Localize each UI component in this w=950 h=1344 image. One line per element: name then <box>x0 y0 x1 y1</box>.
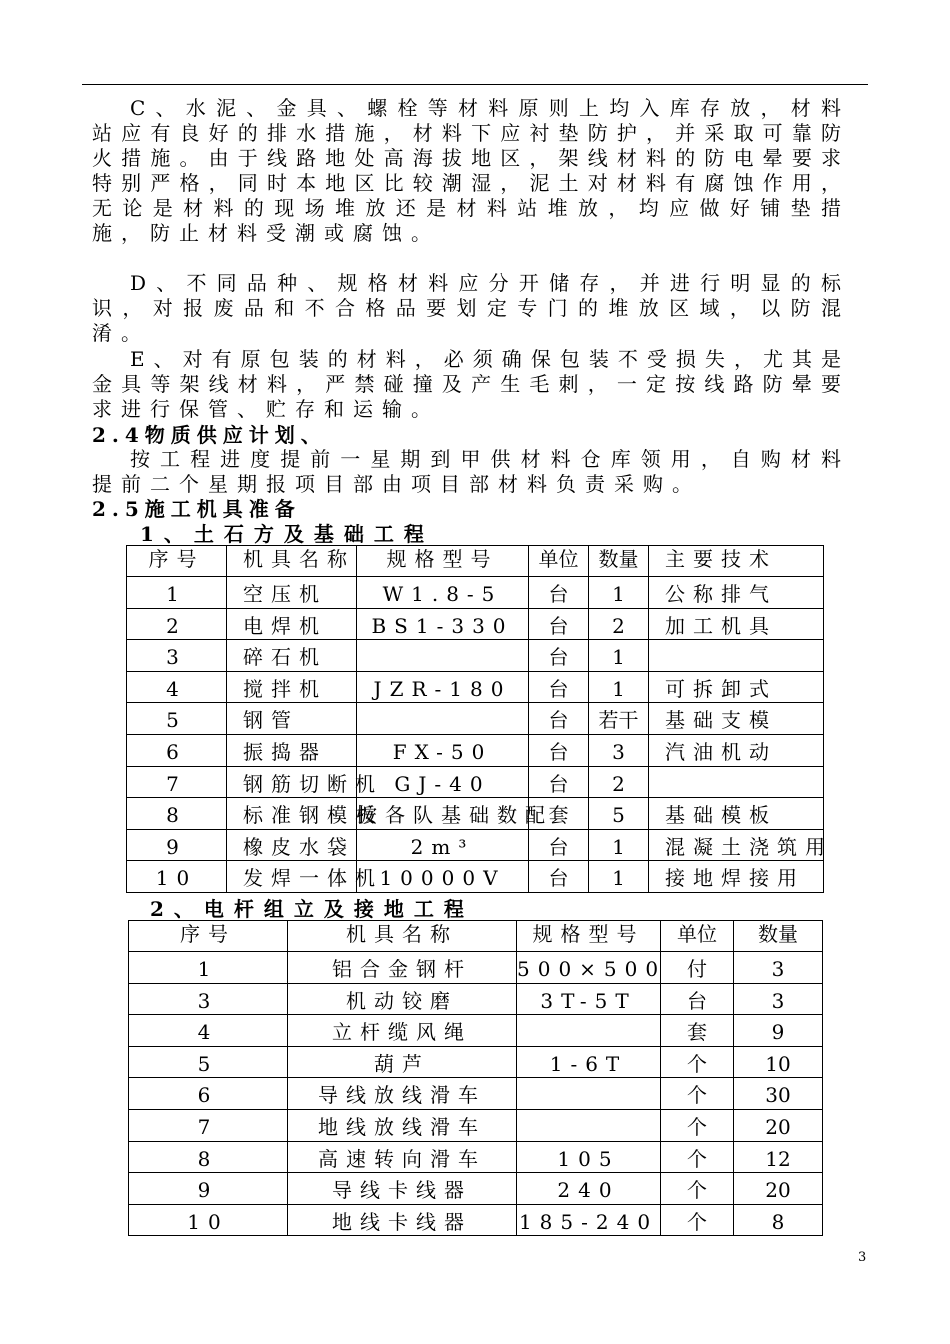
table-cell: 振捣器 <box>227 734 357 766</box>
table-cell: 9 <box>734 1015 823 1047</box>
table-cell: 2m³ <box>357 829 529 861</box>
table-cell: 立杆缆风绳 <box>288 1015 517 1047</box>
table-cell: 1 <box>589 861 649 893</box>
table-cell <box>649 640 824 672</box>
header-rule <box>82 84 868 85</box>
table-cell: 5 <box>589 798 649 830</box>
table-cell: 地线卡线器 <box>288 1204 517 1236</box>
table-cell: 1 <box>589 640 649 672</box>
table-header-row <box>129 921 823 952</box>
table-header-cell: 序号 <box>129 921 288 952</box>
table-cell: 电焊机 <box>227 608 357 640</box>
table-row <box>129 1078 823 1110</box>
table-cell: 8 <box>127 798 227 830</box>
table-cell: 1 <box>589 671 649 703</box>
table-cell: 台 <box>529 671 589 703</box>
table-cell: 台 <box>529 640 589 672</box>
table-row <box>127 671 824 703</box>
table-row <box>127 703 824 735</box>
table-cell: 9 <box>127 829 227 861</box>
table-cell: 10 <box>127 861 227 893</box>
table-cell: 基础支模 <box>649 703 824 735</box>
table-cell: 3T-5T <box>517 983 661 1015</box>
table-cell: FX-50 <box>357 734 529 766</box>
table-row <box>129 952 823 984</box>
table-cell: 5 <box>129 1046 288 1078</box>
table-header-cell: 数量 <box>589 546 649 577</box>
table-cell: 台 <box>529 734 589 766</box>
table-cell: 套 <box>529 798 589 830</box>
page-number: 3 <box>858 1250 867 1265</box>
table-cell: 台 <box>529 703 589 735</box>
table-cell: 1 <box>129 952 288 984</box>
table-cell: 105 <box>517 1141 661 1173</box>
table-cell: 12 <box>734 1141 823 1173</box>
table-cell: 7 <box>127 766 227 798</box>
table-cell: 台 <box>529 577 589 609</box>
table-cell: 5 <box>127 703 227 735</box>
table-cell: 铝合金钢杆 <box>288 952 517 984</box>
table-cell: 台 <box>529 608 589 640</box>
table-row <box>129 1173 823 1205</box>
table-cell <box>517 1015 661 1047</box>
table-header-cell: 主要技术 <box>649 546 824 577</box>
table-row <box>127 829 824 861</box>
table-cell: 6 <box>129 1078 288 1110</box>
table-header-cell: 序号 <box>127 546 227 577</box>
table-cell: 空压机 <box>227 577 357 609</box>
table-cell <box>357 640 529 672</box>
table-header-row <box>127 546 824 577</box>
table-row <box>127 766 824 798</box>
table-cell: 1 <box>127 577 227 609</box>
table-cell: 个 <box>661 1046 734 1078</box>
table-cell: 3 <box>734 952 823 984</box>
table-cell: 钢管 <box>227 703 357 735</box>
table-header-cell: 单位 <box>529 546 589 577</box>
table-cell: 台 <box>529 766 589 798</box>
table-header-cell: 数量 <box>734 921 823 952</box>
table-cell <box>357 703 529 735</box>
table-cell <box>517 1078 661 1110</box>
table-header-cell: 机具名称 <box>227 546 357 577</box>
table-cell: 混凝土浇筑用 <box>649 829 824 861</box>
table-row <box>127 608 824 640</box>
table-cell: 付 <box>661 952 734 984</box>
table-cell: 240 <box>517 1173 661 1205</box>
table-row <box>127 798 824 830</box>
table-cell: 1-6T <box>517 1046 661 1078</box>
heading-2-4: 2.4物质供应计划、 <box>92 423 327 447</box>
table-cell: 导线放线滑车 <box>288 1078 517 1110</box>
table-row <box>129 1015 823 1047</box>
table-cell: 接地焊接用 <box>649 861 824 893</box>
table-cell: 20 <box>734 1109 823 1141</box>
table-cell: 高速转向滑车 <box>288 1141 517 1173</box>
table-cell: 碎石机 <box>227 640 357 672</box>
table-cell <box>517 1109 661 1141</box>
table-cell: 个 <box>661 1173 734 1205</box>
paragraph-c: C、水泥、金具、螺栓等材料原则上均入库存放，材料站应有良好的排水措施，材料下应衬垫防护，并采取可靠防火措施。由于线路地处高海拔地区，架线材料的防电晕要求特别严格，同时本地区比较潮湿，泥土对材料有腐蚀作用，无论是材料的现场堆放还是材料站堆放，均应做好铺垫措施，防止材料受潮或腐蚀。 <box>92 96 850 245</box>
table-cell: 2 <box>127 608 227 640</box>
table-row <box>129 983 823 1015</box>
table-cell: 可拆卸式 <box>649 671 824 703</box>
table-cell: 3 <box>129 983 288 1015</box>
table-cell: 6 <box>127 734 227 766</box>
table-header-cell: 规格型号 <box>517 921 661 952</box>
table-cell: 公称排气 <box>649 577 824 609</box>
equipment-table-1 <box>126 545 833 893</box>
table-cell: 套 <box>661 1015 734 1047</box>
table-cell: 9 <box>129 1173 288 1205</box>
heading-2-5: 2.5施工机具准备 <box>92 497 301 521</box>
table-cell: W1.8-5 <box>357 577 529 609</box>
subheading-earthwork: 1、土石方及基础工程 <box>140 522 434 546</box>
table-cell: 8 <box>129 1141 288 1173</box>
table-row <box>129 1204 823 1236</box>
table-cell: 基础模板 <box>649 798 824 830</box>
table-cell: 发焊一体机 <box>227 861 357 893</box>
table-cell: 1 <box>589 829 649 861</box>
table-cell: 20 <box>734 1173 823 1205</box>
table-cell: 4 <box>127 671 227 703</box>
table-cell: 葫芦 <box>288 1046 517 1078</box>
paragraph-supply: 按工程进度提前一星期到甲供材料仓库领用，自购材料提前二个星期报项目部由项目部材料负责采购。 <box>92 447 850 496</box>
table-cell: 台 <box>529 829 589 861</box>
table-cell: 机动铰磨 <box>288 983 517 1015</box>
table-cell: 10 <box>734 1046 823 1078</box>
table-cell: 台 <box>661 983 734 1015</box>
table-cell: 10 <box>129 1204 288 1236</box>
table-cell: 3 <box>589 734 649 766</box>
table-cell <box>649 766 824 798</box>
table-row <box>127 577 824 609</box>
table-row <box>129 1046 823 1078</box>
table-row <box>127 861 824 893</box>
table-cell: 2 <box>589 608 649 640</box>
table-row <box>127 640 824 672</box>
table-cell: 500×500 <box>517 952 661 984</box>
table-cell: BS1-330 <box>357 608 529 640</box>
table-cell: 7 <box>129 1109 288 1141</box>
table-row <box>129 1109 823 1141</box>
table-cell: 30 <box>734 1078 823 1110</box>
table-cell: 185-240 <box>517 1204 661 1236</box>
table-cell: 个 <box>661 1109 734 1141</box>
table-row <box>129 1141 823 1173</box>
table-cell: 钢筋切断机 <box>227 766 357 798</box>
table-row <box>127 734 824 766</box>
table-header-cell: 机具名称 <box>288 921 517 952</box>
paragraph-d: D、不同品种、规格材料应分开储存，并进行明显的标识，对报废品和不合格品要划定专门的堆放区域，以防混淆。 <box>92 271 850 345</box>
equipment-table-2 <box>128 920 823 1236</box>
table-cell: 汽油机动 <box>649 734 824 766</box>
table-cell: 4 <box>129 1015 288 1047</box>
table-cell: 导线卡线器 <box>288 1173 517 1205</box>
subheading-pole-erection: 2、电杆组立及接地工程 <box>150 897 474 921</box>
table-cell: 橡皮水袋 <box>227 829 357 861</box>
paragraph-e: E、对有原包装的材料，必须确保包装不受损失，尤其是金具等架线材料，严禁碰撞及产生毛刺，一定按线路防晕要求进行保管、贮存和运输。 <box>92 347 850 421</box>
table-cell: 按各队基础数配 <box>357 798 529 830</box>
table-cell: 2 <box>589 766 649 798</box>
table-cell: 加工机具 <box>649 608 824 640</box>
table-cell: 10000V <box>357 861 529 893</box>
table-cell: 个 <box>661 1078 734 1110</box>
table-cell: 台 <box>529 861 589 893</box>
table-cell: 个 <box>661 1204 734 1236</box>
table-header-cell: 规格型号 <box>357 546 529 577</box>
table-cell: 地线放线滑车 <box>288 1109 517 1141</box>
table-cell: JZR-180 <box>357 671 529 703</box>
table-cell: 搅拌机 <box>227 671 357 703</box>
table-header-cell: 单位 <box>661 921 734 952</box>
table-cell: GJ-40 <box>357 766 529 798</box>
table-cell: 个 <box>661 1141 734 1173</box>
table-cell: 3 <box>734 983 823 1015</box>
table-cell: 3 <box>127 640 227 672</box>
table-cell: 标准钢模板 <box>227 798 357 830</box>
table-cell: 1 <box>589 577 649 609</box>
table-cell: 8 <box>734 1204 823 1236</box>
table-cell: 若干 <box>589 703 649 735</box>
